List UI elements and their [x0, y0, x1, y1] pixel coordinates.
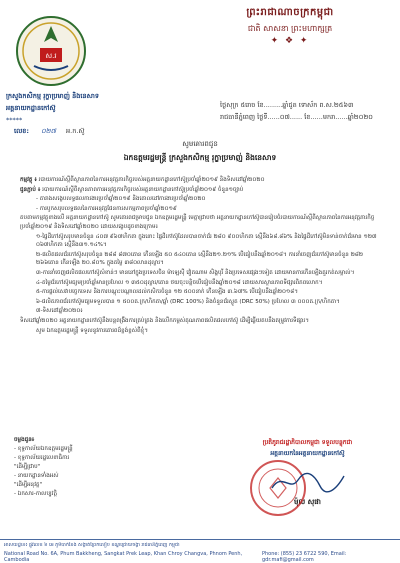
solar-date: រាជធានីភ្នំពេញ ថ្ងៃទី......០៧...... ខែ......មករា......ឆ្នាំ២០២០ [220, 113, 373, 121]
salutation: សូមគោរពជូន [182, 140, 218, 148]
report-point: ៦-ផលិតភាពជ័រកៅស៊ូមធ្យមទទួលបាន ១ ៥០០គ.ក្រ/ហិកតា/ឆ្នាំ (DRC 100%) និងចំនួនជ័រស្ងួត (DRC 50%) ប្រហែល ៣ ០០០គ.ក្រ/ហិកតា។ [36, 298, 340, 305]
copy-to-item: - ខុទ្ទកាល័យឯកឧត្តមរដ្ឋមន្ត្រី [14, 446, 73, 452]
lunar-date: ថ្ងៃសុក្រ ៥រោច ខែ.........ឆ្នាំជូត ទោស័ក ព.ស.២៥៦៣ [220, 101, 354, 109]
logo-text: ស.រ [45, 52, 57, 60]
signatory-name: ម៉ុល សុផា [294, 498, 321, 506]
report-point: ៥-ការផ្តល់សេវាបច្ចេកទេស និងការបណ្តុះបណ្តាលដល់កសិករចំនួន ១២ ៥០០នាក់ កើនឡើង ៣.៦៧% បើធៀបនឹងឆ្នាំ២០១៨។ [36, 289, 298, 296]
copy-to-item: - នាយកដ្ឋានទាំងអស់ [14, 473, 59, 479]
kingdom-heading [190, 5, 390, 46]
recipient: ឯកឧត្តមរដ្ឋមន្ត្រី ក្រសួងកសិកម្ម រុក្ខាប្រមាញ់ និងនេសាទ [123, 153, 277, 162]
page-footer [0, 539, 400, 561]
attachment-line [20, 186, 382, 195]
department-name: អគ្គនាយកដ្ឋានកៅស៊ូ [6, 104, 56, 112]
ministry-logo [14, 14, 88, 88]
ministry-block [6, 92, 116, 124]
handwritten-signature [268, 470, 348, 494]
attachment-item: - ការបូកសរុបលទ្ធផលនៃការអនុវត្តផែនការសកម្មភាពប្រចាំឆ្នាំ២០១៩ [36, 205, 177, 212]
report-point: ១-ផ្ទៃដីកៅស៊ូសរុបមានចំនួន ៤០៧ ៩៦៧ហិកតា ក្នុងនោះ ផ្ទៃដីកៅស៊ូដែលបានចាក់ជ័រ ២៨០ ៩០០ហិកតា ស្មើនឹង៦៨.៨៦% និងផ្ទៃដីកៅស៊ូមិនទាន់ចាក់ជ័រមាន ១២៧ ០៦៧ហិកតា ស្មើនឹង៣១.១៤%។ [36, 233, 377, 249]
kingdom-title: ព្រះរាជាណាចក្រកម្ពុជា [246, 7, 334, 18]
letter-body [20, 176, 382, 336]
reference-number-row [14, 127, 85, 137]
conclusion-paragraph: ទិសដៅឆ្នាំ២០២០ អគ្គនាយកដ្ឋានកៅស៊ូនឹងបន្តពង្រឹងការគ្រប់គ្រង និងលើកកម្ពស់គុណភាពផលិតផលកៅស៊ូ ដើម្បីឆ្លើយតបនឹងតម្រូវការទីផ្សារ។ [20, 317, 309, 324]
ornament-divider: ✦ ❖ ✦ [270, 36, 310, 46]
copy-to-item: - ខុទ្ទកាល័យរដ្ឋលេខាធិការ [14, 455, 70, 461]
attachment-text: របាយការណ៍ស្តីពីស្ថានភាពការអនុវត្តភារកិច្ចរបស់អគ្គនាយកដ្ឋានកៅស៊ូប្រចាំឆ្នាំ២០១៩ ចំនួន១ច្បាប់ [42, 186, 244, 193]
report-point: ៣-ការនាំចេញផលិតផលកៅស៊ូសំខាន់ៗ មាននៅក្នុងប្រទេសចិន ម៉ាឡេស៊ី វៀតណាម សិង្ហបុរី និងប្រទេសផ្សេងៗទៀត ដោយមានការកើនឡើងគួរកត់សម្គាល់។ [36, 269, 355, 276]
subject-text: របាយការណ៍ស្តីពីស្ថានភាពនៃការអនុវត្តភារកិច្ចរបស់អគ្គនាយកដ្ឋានកៅស៊ូប្រចាំឆ្នាំ២០១៩ និងទិសដៅឆ្នាំ២០២០ [38, 177, 265, 183]
copy-to-item: "ដើម្បីជ្រាប" [14, 464, 41, 470]
letter-heading [0, 140, 400, 164]
national-motto: ជាតិ សាសនា ព្រះមហាក្សត្រ [247, 24, 333, 33]
footer-phone-email: Phone: (855) 23 6722 590, Email: gdr.mafi@gmail.com [261, 551, 347, 563]
ministry-ornament: ***** [6, 116, 23, 124]
ministry-name: ក្រសួងកសិកម្ម រុក្ខាប្រមាញ់ និងនេសាទ [6, 92, 99, 100]
footer-address-khmer: អាសយដ្ឋាន៖ ផ្លូវលេខ ៦ អេ ភូមិបាក់ខែង សង្កាត់ព្រែកលៀប ខណ្ឌជ្រោយចង្វា រាជធានីភ្នំពេញ កម្ពុជា [4, 543, 180, 548]
copy-to-item: - ឯកសារ-កាលប្បវត្តិ [14, 491, 57, 497]
reference-number: ០២៧ [41, 127, 56, 135]
attachment-item: - តារាងសង្ខេបលទ្ធផលការងារប្រចាំឆ្នាំ២០១៩ និងគោលដៅការងារប្រចាំឆ្នាំ២០២០ [36, 196, 206, 203]
footer-address-english: National Road No. 6A, Phum Bakkheng, Sangkat Prek Leap, Khan Chroy Changva, Phnom Penh, Cambodia [4, 551, 243, 563]
subject-label: កម្មវត្ថុ ៖ [20, 177, 37, 183]
report-point: ២-ផលិតផលជ័រកៅស៊ូសរុបចំនួន ២៨៨ ៨៧០តោន កើនឡើង ៥០ ៥៤០តោន ស្មើនឹង២១.២១% បើធៀបនឹងឆ្នាំ២០១៨។ ការនាំចេញជ័រកៅស៊ូមានចំនួន ២៨២ ២៦៦តោន កើនឡើង ២០.៨០% ក្នុងតម្លៃ ៣៨០លានដុល្លារ។ [36, 251, 364, 267]
signatory-title: ប្រតិភូរាជរដ្ឋាភិបាលកម្ពុជា ទទួលបន្ទុកជា [262, 439, 353, 446]
attachment-label: ជូនភ្ជាប់ ៖ [20, 186, 41, 193]
signatory-position: អគ្គនាយកនៃអគ្គនាយកដ្ឋានកៅស៊ូ [270, 450, 345, 457]
intro-paragraph: តបតាមកម្មវត្ថុខាងលើ អគ្គនាយកដ្ឋានកៅស៊ូ សូមគោរពជម្រាបជូន ឯកឧត្តមរដ្ឋមន្ត្រី មេត្តាជ្រាបថា អគ្គនាយកដ្ឋានកៅស៊ូបានរៀបចំរបាយការណ៍ស្តីពីស្ថានភាពនៃការអនុវត្តភារកិច្ចប្រចាំឆ្នាំ២០១៩ និងទិសដៅឆ្នាំ២០២០ ដោយសង្ខេបដូចខាងក្រោម៖ [20, 215, 375, 230]
report-point: ៧-ទិសដៅឆ្នាំ២០២០៖ [36, 308, 83, 315]
footer-contact-row [4, 551, 396, 563]
date-block [220, 99, 395, 123]
report-point: ៤-តម្លៃជ័រកៅស៊ូមធ្យមប្រចាំឆ្នាំមានប្រហែល ១ ៣៥០ដុល្លារ/តោន ថយចុះបន្តិចបើធៀបនឹងឆ្នាំ២០១៨ ដោយសារស្ថានភាពទីផ្សារពិភពលោក។ [36, 279, 323, 286]
copy-to-block [14, 436, 164, 499]
copy-to-item: "ដើម្បីអនុវត្ត" [14, 482, 43, 488]
reference-suffix: អ.ក.ស៊ូ [66, 127, 85, 135]
subject-line [20, 176, 382, 185]
reference-label: លេខ: [14, 127, 29, 135]
closing-line: សូម ឯកឧត្តមរដ្ឋមន្ត្រី ទទួលនូវការគោរពដ៏ខ្ពង់ខ្ពស់ពីខ្ញុំ។ [36, 327, 148, 334]
copy-to-title: ចម្លងជូន៖ [14, 437, 35, 443]
